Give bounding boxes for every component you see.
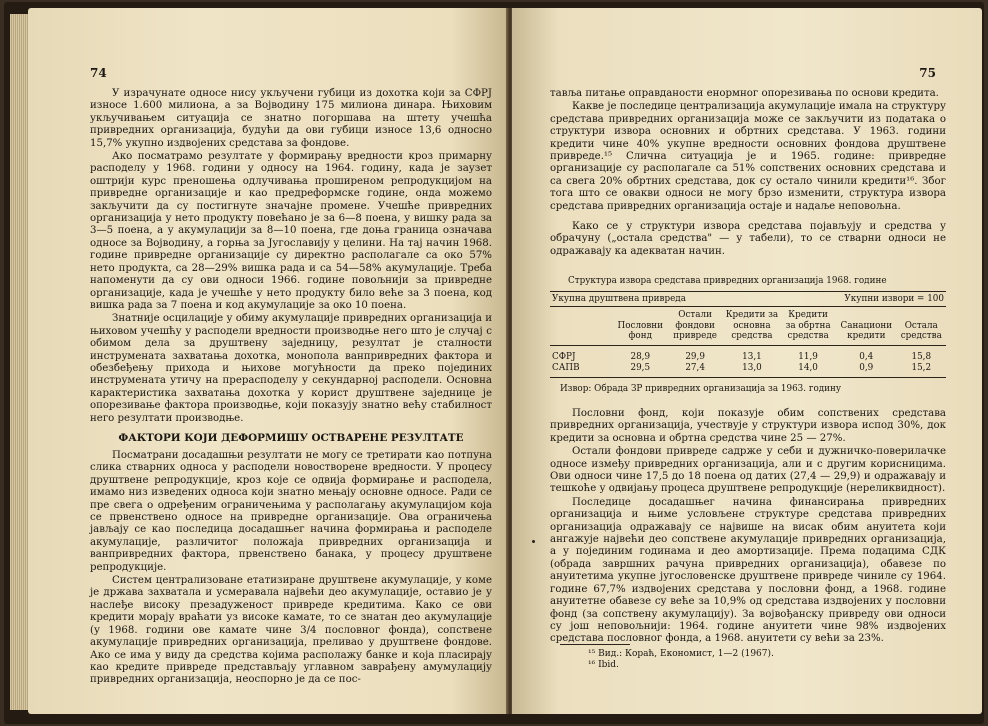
table-row <box>550 345 946 362</box>
paragraph: Какве је последице централизација акумулације имала на структуру средстава привредних организација може се закључити из података о структури извора основних и обртних средстава. У 1963. години кредити чине 40% укупне вредности основних фондова друштвене привреде.¹⁵ Слична ситуација је и 1965. године: привредне организације су располагале са 51% сопствених основних средстава и са свега 20% обртних средстава, док су остало чинили кредити¹⁶. Због тога што се овакви односи не могу брзо изменити, структура извора средстава привредних организација остаје и надаље неповољна. <box>550 101 946 212</box>
paragraph: тавља питање оправданости енормног опорезивања по основи кредита. <box>550 88 939 99</box>
table <box>550 291 946 379</box>
table-row <box>550 363 946 378</box>
column-header: Санациони кредити <box>836 307 897 346</box>
column-header: Кредити за основна средства <box>724 307 780 346</box>
right-text-top <box>550 88 946 258</box>
page-edges <box>10 14 28 710</box>
right-text-bottom <box>550 408 946 646</box>
table-cell: 15,2 <box>897 363 946 378</box>
paragraph: Знатније осцилације у обиму акумулације привредних организација и њиховом учешћу у расподели вредности производње него што је случај с обимом дела за друштвену заједницу, резултат је сталности инструмената захватања дохотка, монопола ванпривредних фактора и обезбеђењу прихода и њихове могућности да преко појединих инструмената утичу на прерасподелу у секундарној расподели. Основна карактеристика захватања дохотка у корист друштвене заједнице је опорезивање фактора производње, који показују знатно већу стабилност него резултати производње. <box>90 313 492 424</box>
row-label: СФРЈ <box>552 351 576 362</box>
footnotes <box>588 649 938 671</box>
margin-mark <box>532 540 535 543</box>
table-cell: 27,4 <box>667 363 724 378</box>
table-cell: 13,0 <box>724 363 780 378</box>
table-cell: 14,0 <box>780 363 836 378</box>
paragraph: Систем централизоване етатизиране друштвене акумулације, у коме је држава захватала и усмеравала највећи део акумулације, оставио је у наслеђе високу презадуженост привреде кредитима. Како се ови кредити морају враћати уз високе камате, то се знатан део акумулације (у 1968. години ове камате чине 3/4 пословног фонда), сопствене акумулације привредних организација, преливао у друштвене фондове. Ако се има у виду да средства којима располажу банке и која пласирају као кредите привреде представљају углавном заврађену амумулацију привредних организација, неоспорно је да се пос- <box>90 575 492 686</box>
footnote: ¹⁵ Вид.: Кораћ, Економист, 1—2 (1967). <box>588 649 774 659</box>
column-header: Кредити за обртна средства <box>780 307 836 346</box>
right-page <box>512 8 982 714</box>
column-header: Пословни фонд <box>614 307 667 346</box>
table-row-header: Укупна друштвена привреда <box>550 291 780 307</box>
paragraph: Ако посматрамо резултате у формирању вредности кроз примарну расподелу у 1968. години у односу на 1964. годину, када је заузет оштрији курс преношења одлучивања проширеном репродукцијом на привредне организације и као предреформске године, онда можемо закључити да су постигнуте значајне промене. Учешће привредних организација у нето продукту повећано је за 6—8 поена, у вишку рада за 3—5 поена, а у акумулацији за 8—10 поена, где доња граница означава односе за Војводину, а горња за Југославију у целини. На тај начин 1968. године привредне организације су директно располагале са око 57% нето продукта, са 28—29% вишка рада и са 54—58% акумулације. Треба напоменути да су ови односи 1966. године повољнији за привредне организације, када је учешће у нето продукту било веће за 3 поена, код вишка рада за 7 поена и код акумулације за око 10 поена. <box>90 151 492 311</box>
table-cell: 13,1 <box>742 351 762 362</box>
table-total-header: Укупни извори = 100 <box>780 291 946 307</box>
left-page <box>28 8 508 714</box>
column-header: Остали фондови привреде <box>667 307 724 346</box>
footnote: ¹⁶ Ibid. <box>588 660 619 670</box>
table-cell: 28,9 <box>630 351 651 362</box>
table-cell: 29,9 <box>685 351 705 362</box>
table-cell: 29,5 <box>614 363 667 378</box>
table-cell: 11,9 <box>798 351 818 362</box>
table-cell: 15,8 <box>911 351 932 362</box>
paragraph: Посматрани досадашњи резултати не могу се третирати као потпуна слика стварних односа у расподели новостворене вредности. У процесу друштвене репродукције, кроз које се одвија формирање и расподела, имамо низ изведених односа који знатно мењају основне односе. Ради се пре свега о одређеним ограничењима у располагању акумулацијом која се првенствено односе на привредне организације. Ова ограничења јављају се као последица досадашњег начина формирања и расподеле акумулације, различитог положаја привредних организација и ванпривредних фактора, првенствено банака, у процесу друштвене репродукције. <box>90 450 492 573</box>
section-heading: ФАКТОРИ КОЈИ ДЕФОРМИШУ ОСТВАРЕНЕ РЕЗУЛТАТЕ <box>118 432 464 444</box>
row-label: САПВ <box>550 363 614 378</box>
table-cell: 0,4 <box>859 351 874 362</box>
table-title: Структура извора средстава привредних организација 1968. године <box>568 276 887 286</box>
table-cell: 0,9 <box>836 363 897 378</box>
paragraph: Како се у структури извора средстава појављују и средства у обрачуну („остала средства" — у табели), то се стварни односи не одражавају ка адекватан начин. <box>550 221 946 257</box>
left-text-top <box>90 88 492 425</box>
page-number-right: 75 <box>919 66 936 80</box>
table-corner <box>550 307 614 346</box>
paragraph: Последице досадашњег начина финансирања привредних организација и њиме условљене структуре средстава привредних организација одражавају се највише на висак обим ануитета који ангажује највећи део сопствене акумулације привредних организација, а у појединим годинама и део амортизације. Према подацима СДК (обрада завршних рачуна привредних организација), обавезе по ануитетима укупне југословенске друштвене привреде чиниле су 1964. године 67,7% издвојених средстава у пословни фонд, а 1968. године ануитетне обавезе су веће за 10,9% од средстава издвојених у пословни фонд (за сопствену акумулацију). За војвођанску привреду ови односи су још неповољнији: 1964. године ануитети чине 98% издвојених средстава пословног фонда, а 1968. ануитети су већи за 23%. <box>550 496 946 645</box>
table-source: Извор: Обрада ЗР привредних организација за 1963. годину <box>560 384 842 395</box>
page-number-left: 74 <box>90 66 107 80</box>
paragraph: Остали фондови привреде садрже у себи и дужничко-поверилачке односе између привредних организација, али и с другим корисницима. Ови односи чине 17,5 до 18 поена од датих (27,4 — 29,9) и одражавају и тешкоће у одвијању процеса друштвене репродукције (нереликвидност). <box>550 446 946 495</box>
sources-table <box>550 276 946 395</box>
column-header: Остала средства <box>897 307 946 346</box>
paragraph: Пословни фонд, који показује обим сопствених средстава привредних организација, учествује у структури извора испод 30%, док кредити за основна и обртна средства чине 25 — 27%. <box>550 408 946 444</box>
left-text-bottom <box>90 450 492 687</box>
paragraph: У израчунате односе нису укључени губици из дохотка који за СФРЈ износе 1.600 милиона, а за Војводину 175 милиона динара. Њиховим укључивањем ситуација се знатно погоршава на штету учешћа привредних организација, будући да ови губици износе 13,6 односно 15,7% укупно издвојених средстава за фондове. <box>90 88 492 149</box>
footnote-rule <box>560 644 630 645</box>
